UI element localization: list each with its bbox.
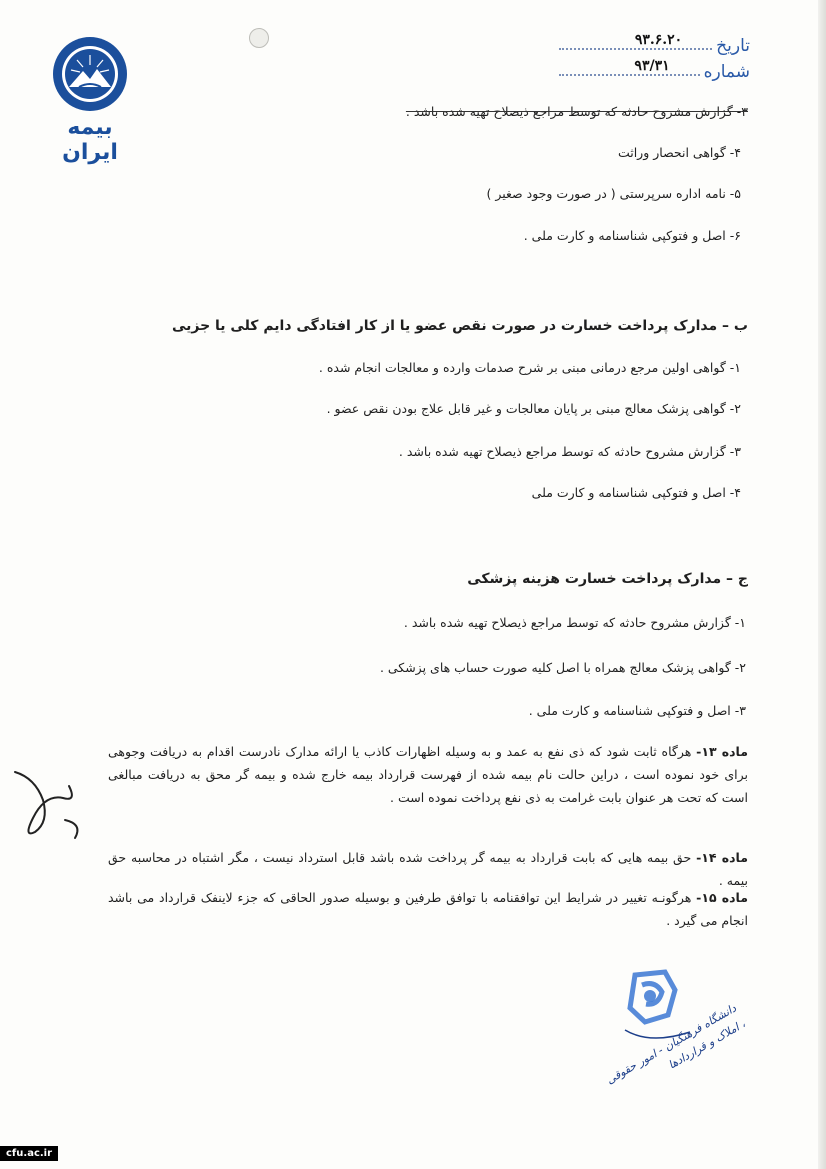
article-15 [108, 886, 748, 932]
article-14-text: حق بیمه هایی که بابت قرارداد به بیمه گر پرداخت شده باشد قابل استرداد نیست ، مگر اشتباه در محاسبه حق بیمه . [108, 850, 748, 888]
article-14-title: ماده ۱۴- [696, 850, 748, 865]
article-15-title: ماده ۱۵- [696, 890, 748, 905]
article-13-title: ماده ۱۳- [696, 744, 748, 759]
section-b-item-2: ۲- گواهی پزشک معالج مبنی بر پایان معالجات و غیر قابل علاج بودن نقص عضو . [326, 401, 741, 416]
number-label: شماره [703, 62, 750, 82]
punch-hole-top [249, 28, 269, 48]
site-watermark: cfu.ac.ir [0, 1146, 58, 1161]
stamp-text: دانشگاه فرهنگیان - امور حقوقی ، املاک و قراردادها [604, 1001, 748, 1087]
section-c-item-2: ۲- گواهی پزشک معالج همراه با اصل کلیه صورت حساب های پزشکی . [379, 660, 746, 675]
date-label: تاریخ [716, 36, 750, 56]
section-c-item-1: ۱- گزارش مشروح حادثه که توسط مراجع ذیصلاح تهیه شده باشد . [403, 615, 746, 630]
handwritten-signature [5, 760, 95, 850]
section-c-heading: ج – مدارک پرداخت خسارت هزینه پزشکی [467, 571, 748, 587]
insurer-logo [40, 35, 140, 165]
article-13-text: هرگاه ثابت شود که ذی نفع به عمد و به وسیله اظهارات کاذب یا ارائه مدارک نادرست اقدام به دریافت وجوهی برای خود نموده است ، دراین حالت نام بیمه شده از فهرست قرارداد بیمه خارج شده و بیمه گر محق به دریافت مبالغی است که تحت هر عنوان بابت غرامت به ذی نفع پرداخت نموده است . [108, 744, 748, 805]
article-15-text: هرگونـه تغییر در شرایط این توافقنامه با توافق طرفین و بوسیله صدور الحاقی که جزء لاینفک قرارداد می باشد انجام می گیرد . [108, 890, 748, 928]
page-edge [818, 0, 826, 1169]
section-a-item-6: ۶- اصل و فتوکپی شناسنامه و کارت ملی . [523, 228, 741, 243]
section-a-item-5: ۵- نامه اداره سرپرستی ( در صورت وجود صغیر ) [486, 186, 741, 201]
date-value: ۹۳.۶.۲۰ [634, 32, 683, 48]
section-b-item-3: ۳- گزارش مشروح حادثه که توسط مراجع ذیصلاح تهیه شده باشد . [398, 444, 741, 459]
section-b-heading: ب – مدارک پرداخت خسارت در صورت نقص عضو یا از کار افتادگی دایم کلی یا جزیی [171, 318, 748, 334]
number-line [559, 58, 700, 76]
logo-emblem-icon [51, 35, 129, 113]
document-header [555, 30, 750, 82]
section-b-item-1: ۱- گواهی اولین مرجع درمانی مبنی بر شرح صدمات وارده و معالجات انجام شده . [318, 360, 741, 375]
date-line [559, 32, 712, 50]
section-a-item-4: ۴- گواهی انحصار وراثت [617, 145, 741, 160]
article-13 [108, 740, 748, 809]
brand-name: بیمه ایران [62, 115, 118, 165]
date-row [555, 30, 750, 56]
section-a-item-3: ۳- گزارش مشروح حادثه که توسط مراجع ذیصلاح تهیه شده باشد . [405, 104, 748, 119]
section-c-item-3: ۳- اصل و فتوکپی شناسنامه و کارت ملی . [528, 703, 746, 718]
number-value: ۹۳/۳۱ [634, 58, 670, 74]
number-row [555, 56, 750, 82]
section-b-item-4: ۴- اصل و فتوکپی شناسنامه و کارت ملی [531, 485, 741, 500]
